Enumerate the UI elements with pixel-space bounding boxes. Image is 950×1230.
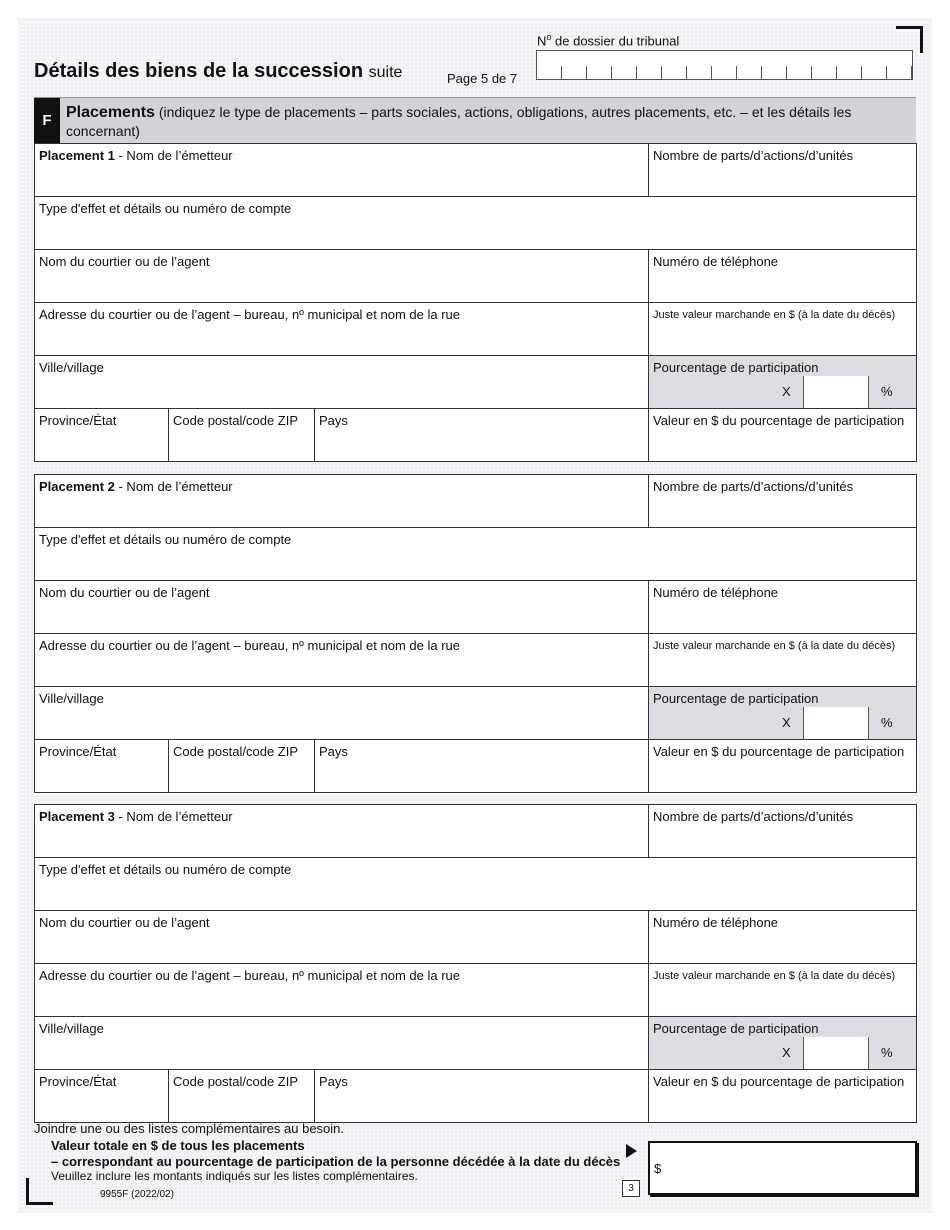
province-field[interactable]: Province/État — [34, 409, 168, 461]
value-percentage-field[interactable]: Valeur en $ du pourcentage de participation — [648, 740, 917, 792]
section-header — [34, 97, 916, 143]
units-field[interactable]: Nombre de parts/d’actions/d’unités — [648, 144, 917, 196]
docket-char-separator — [886, 66, 887, 79]
currency-symbol: $ — [654, 1161, 662, 1176]
docket-char-separator — [836, 66, 837, 79]
docket-char-separator — [711, 66, 712, 79]
total-label: Valeur totale en $ de tous les placements — [51, 1138, 305, 1153]
postal-code-field[interactable]: Code postal/code ZIP — [168, 740, 314, 792]
docket-char-separator — [911, 66, 912, 79]
arrow-right-icon — [626, 1144, 637, 1158]
ownership-percentage-input[interactable] — [803, 707, 869, 739]
supplementary-note: Joindre une ou des listes complémentaires au besoin. — [34, 1121, 345, 1136]
issuer-name-field[interactable]: Placement 3 - Nom de l’émetteur — [34, 805, 648, 857]
registration-mark-bottom-left — [26, 1178, 53, 1205]
docket-number-label: $N^o$ de dossier du tribunal — [537, 32, 680, 49]
form-number: 9955F (2022/02) — [100, 1189, 174, 1200]
docket-char-separator — [736, 66, 737, 79]
docket-char-separator — [786, 66, 787, 79]
total-sublabel: – correspondant au pourcentage de participation de la personne décédée à la date du décès — [51, 1154, 621, 1169]
security-type-field[interactable]: Type d'effet et détails ou numéro de compte — [34, 528, 917, 580]
units-field[interactable]: Nombre de parts/d’actions/d’unités — [648, 805, 917, 857]
docket-char-separator — [686, 66, 687, 79]
line-number: 3 — [622, 1180, 640, 1197]
docket-char-separator — [611, 66, 612, 79]
broker-address-field[interactable]: Adresse du courtier ou de l’agent – bureau, nº municipal et nom de la rue — [34, 634, 648, 686]
country-field[interactable]: Pays — [314, 1070, 648, 1122]
issuer-name-field[interactable]: Placement 2 - Nom de l’émetteur — [34, 475, 648, 527]
section-letter: F — [34, 98, 60, 143]
broker-address-field[interactable]: Adresse du courtier ou de l’agent – bureau, nº municipal et nom de la rue — [34, 303, 648, 355]
ownership-percentage: Pourcentage de participation X % — [648, 1017, 917, 1069]
docket-char-separator — [811, 66, 812, 79]
city-field[interactable]: Ville/village — [34, 356, 648, 408]
postal-code-field[interactable]: Code postal/code ZIP — [168, 1070, 314, 1122]
docket-char-separator — [661, 66, 662, 79]
phone-field[interactable]: Numéro de téléphone — [648, 911, 917, 963]
section-description: Placements (indiquez le type de placements – parts sociales, actions, obligations, autres placements, etc. – et les détails les concernant) — [66, 104, 852, 139]
value-percentage-field[interactable]: Valeur en $ du pourcentage de participation — [648, 409, 917, 461]
postal-code-field[interactable]: Code postal/code ZIP — [168, 409, 314, 461]
issuer-name-field[interactable]: Placement 1 - Nom de l’émetteur — [34, 144, 648, 196]
country-field[interactable]: Pays — [314, 409, 648, 461]
docket-number-field[interactable] — [536, 50, 913, 80]
broker-name-field[interactable]: Nom du courtier ou de l’agent — [34, 250, 648, 302]
fair-value-field[interactable]: Juste valeur marchande en $ (à la date du décès) — [648, 964, 917, 1016]
security-type-field[interactable]: Type d'effet et détails ou numéro de compte — [34, 858, 917, 910]
page-number: Page 5 de 7 — [447, 71, 518, 86]
docket-char-separator — [561, 66, 562, 79]
country-field[interactable]: Pays — [314, 740, 648, 792]
ownership-percentage-input[interactable] — [803, 376, 869, 408]
ownership-percentage: Pourcentage de participation X % — [648, 356, 917, 408]
ownership-percentage-input[interactable] — [803, 1037, 869, 1069]
docket-char-separator — [861, 66, 862, 79]
docket-char-separator — [761, 66, 762, 79]
ownership-percentage: Pourcentage de participation X % — [648, 687, 917, 739]
city-field[interactable]: Ville/village — [34, 1017, 648, 1069]
broker-address-field[interactable]: Adresse du courtier ou de l’agent – bureau, nº municipal et nom de la rue — [34, 964, 648, 1016]
phone-field[interactable]: Numéro de téléphone — [648, 581, 917, 633]
security-type-field[interactable]: Type d'effet et détails ou numéro de compte — [34, 197, 917, 249]
page-title: Détails des biens de la succession suite — [34, 60, 403, 82]
registration-mark-top-right — [896, 26, 923, 53]
value-percentage-field[interactable]: Valeur en $ du pourcentage de participation — [648, 1070, 917, 1122]
docket-char-separator — [586, 66, 587, 79]
province-field[interactable]: Province/État — [34, 740, 168, 792]
docket-char-separator — [636, 66, 637, 79]
total-value-field[interactable] — [648, 1141, 917, 1195]
city-field[interactable]: Ville/village — [34, 687, 648, 739]
broker-name-field[interactable]: Nom du courtier ou de l’agent — [34, 911, 648, 963]
fair-value-field[interactable]: Juste valeur marchande en $ (à la date du décès) — [648, 303, 917, 355]
units-field[interactable]: Nombre de parts/d’actions/d’unités — [648, 475, 917, 527]
fair-value-field[interactable]: Juste valeur marchande en $ (à la date du décès) — [648, 634, 917, 686]
province-field[interactable]: Province/État — [34, 1070, 168, 1122]
broker-name-field[interactable]: Nom du courtier ou de l’agent — [34, 581, 648, 633]
total-instruction: Veuillez inclure les montants indiqués sur les listes complémentaires. — [51, 1169, 418, 1183]
phone-field[interactable]: Numéro de téléphone — [648, 250, 917, 302]
